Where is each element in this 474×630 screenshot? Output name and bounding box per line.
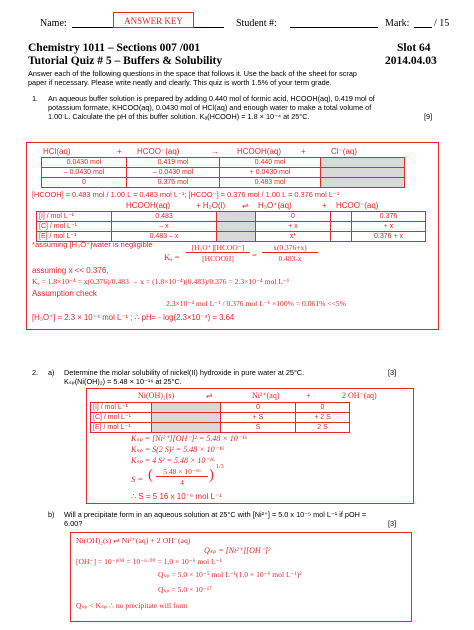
q2b-eq3: [OH⁻] = 10⁻ᵖᴼᴴ = 10⁻⁶·⁰⁰ = 1.0 × 10⁻⁶ mol L⁻¹ <box>76 557 222 566</box>
q1-t2-h4: + <box>322 201 327 210</box>
q2-t-r0-c3: 0 <box>296 403 350 413</box>
q2b-eq5: Qₛₚ = 5.0 × 10⁻¹⁷ <box>158 585 212 594</box>
q2a-eq4-exponent: 1/3 <box>216 464 224 470</box>
q1-t2-r0-c5: 0.376 <box>352 212 426 222</box>
q1-t2-r2-c5: 0.376 + x <box>352 232 426 242</box>
q1-t1-r1-c0: – 0.0430 mol <box>42 168 127 178</box>
slot-label: Slot 64 <box>397 42 431 54</box>
q2-t-r0-c2: 0 <box>221 403 296 413</box>
table-row <box>37 212 426 222</box>
q2-t-r2-c1 <box>152 423 221 433</box>
q2-t-r1-c1 <box>152 413 221 423</box>
q2b-eq4: Qₛₚ = 5.0 × 10⁻⁵ mol L⁻¹(1.0 × 10⁻⁶ mol L⁻¹)² <box>158 570 302 579</box>
q1-t1-r2-c3 <box>321 178 405 188</box>
q2-t-r2-c3: 2 S <box>296 423 350 433</box>
q2b-eq6: Qₛₚ < Kₛₚ ∴ no precipitate will form <box>76 601 188 610</box>
q1-t2-r0-c3: 0 <box>256 212 331 222</box>
q2-t-h0: Ni(OH)₂(s) <box>138 391 175 400</box>
q2-t-r0-c1 <box>152 403 221 413</box>
q2a-eq4-paren-open: ( <box>148 467 153 483</box>
q2a-label: a) <box>48 368 55 377</box>
q2-t-h2: Ni²⁺(aq) <box>252 391 280 400</box>
q1-ka-equals: = <box>252 250 257 260</box>
q2-t-r1-c3: + 2 S <box>296 413 350 423</box>
q1-t1-r1-c2: + 0.0430 mol <box>220 168 321 178</box>
q1-t2-r1-c2 <box>217 222 256 232</box>
q1-line-3: 1.00 L. Calculate the pH of this buffer solution. Kₐ(HCOOH) = 1.8 × 10⁻⁴ at 25°C. <box>48 112 310 121</box>
q2a-text: Determine the molar solubility of nickel(II) hydroxide in pure water at 25°C. <box>64 368 305 377</box>
table-row <box>91 413 350 423</box>
q1-t2-h5: HCOO⁻(aq) <box>336 201 379 210</box>
q2a-eq4-denominator: 4 <box>180 478 184 487</box>
q2b-marks: [3] <box>388 519 397 528</box>
q1-table2 <box>36 211 426 242</box>
q2a-eq1: Kₛₚ = [Ni²⁺][OH⁻]² = 5.48 × 10⁻¹⁶ <box>131 434 248 443</box>
q2b-eq1: Ni(OH)₂(s) ⇌ Ni²⁺(aq) + 2 OH⁻(aq) <box>76 536 191 545</box>
q1-concentration-line: [HCOOH] = 0.483 mol / 1.00 L = 0.483 mol L⁻¹; [HCOO⁻] = 0.376 mol / 1.00 L = 0.376 mol L⁻¹ <box>32 190 340 199</box>
q1-t1-h4: HCOOH(aq) <box>237 147 282 156</box>
q2a-marks: [3] <box>388 368 397 377</box>
q2b-label: b) <box>48 510 55 519</box>
q1-table1 <box>41 157 405 188</box>
q2-t-r1-c2: + S <box>221 413 296 423</box>
course-title: Chemistry 1011 – Sections 007 /001 <box>28 42 201 54</box>
q2a-table <box>90 402 350 433</box>
q1-t2-r2-c1: 0.483 – x <box>112 232 217 242</box>
q2-t-r1-c0: [C] / mol L⁻¹ <box>91 413 152 423</box>
q1-water-assumption: *assuming [H₃O⁺]water is negligible <box>32 240 153 249</box>
q1-t1-h2: HCOO⁻(aq) <box>137 147 180 156</box>
q1-t1-r0-c3 <box>321 158 405 168</box>
q2b-text-2: 6.00? <box>64 519 83 528</box>
q2a-ksp: Kₛₚ(Ni(OH)₂) = 5.48 × 10⁻¹⁶ at 25°C. <box>64 377 182 386</box>
q1-t1-r0-c1: 0.419 mol <box>127 158 220 168</box>
q1-t2-r2-c2 <box>217 232 256 242</box>
q1-t1-h6: Cl⁻(aq) <box>331 147 358 156</box>
table-row <box>42 178 405 188</box>
q1-t2-r0-c2 <box>217 212 256 222</box>
q1-t1-r0-c2: 0.440 mol <box>220 158 321 168</box>
q2b-eq2: Qₛₚ = [Ni²⁺][OH⁻]² <box>204 546 271 555</box>
q1-t2-r1-c5: + x <box>352 222 426 232</box>
q1-t2-r2-c3: x* <box>256 232 331 242</box>
q1-t2-h0: HCOOH(aq) <box>126 201 171 210</box>
q1-t1-r2-c2: 0.483 mol <box>220 178 321 188</box>
q1-t2-r1-c1: – x <box>112 222 217 232</box>
q2-t-h1: ⇌ <box>206 391 213 400</box>
q1-t1-h1: + <box>117 147 122 156</box>
q1-line-1: An aqueous buffer solution is prepared by adding 0.440 mol of formic acid, HCOOH(aq), 0.419 mol of <box>48 94 375 103</box>
mark-label: Mark: <box>385 18 410 29</box>
q1-ka-denominator: [HCOOH] <box>202 254 234 263</box>
q1-t1-r1-c1: – 0.0430 mol <box>127 168 220 178</box>
q1-t2-r1-c0: [C] / mol L⁻¹ <box>37 222 112 232</box>
q1-assume-x: assuming x << 0.376, <box>32 266 109 275</box>
intro-line-2: paper if necessary. Please write neatly and clearly. This quiz is worth 1.5% of your term grade. <box>28 78 332 87</box>
q1-t1-r0-c0: 0.0430 mol <box>42 158 127 168</box>
name-label: Name: <box>40 18 67 29</box>
q1-t1-h0: HCl(aq) <box>43 147 71 156</box>
q1-t1-r1-c3 <box>321 168 405 178</box>
q1-t2-h1: + H₂O(l) <box>196 201 226 210</box>
name-underline-tail <box>194 19 224 28</box>
q2a-eq4-left: S = <box>131 474 144 484</box>
q1-number: 1. <box>32 94 39 103</box>
q2a-eq4-numerator: 5.48 × 10⁻¹⁶ <box>156 467 208 477</box>
q1-ka-mid-numerator: x(0.376+x) <box>262 243 318 253</box>
q2-t-h4: 2 OH⁻(aq) <box>342 391 377 400</box>
q1-t1-r2-c0: 0 <box>42 178 127 188</box>
q1-assumption-check: Assumption check <box>32 289 97 298</box>
q2b-text-1: Will a precipitate form in an aqueous solution at 25°C with [Ni²⁺] = 5.0 x 10⁻⁵ mol L⁻¹ if pOH = <box>64 510 367 519</box>
q2-t-r2-c2: S <box>221 423 296 433</box>
student-label: Student #: <box>236 18 277 29</box>
q1-t2-r0-c4 <box>331 212 352 222</box>
q2a-eq4-paren-close: ) <box>209 467 214 483</box>
table-row <box>42 158 405 168</box>
quiz-date: 2014.04.03 <box>385 55 437 67</box>
q1-check-expr: 2.3×10⁻⁴ mol L⁻¹ / 0.376 mol L⁻¹ ×100% = 0.061% <<5% <box>166 299 347 308</box>
q1-ka-numerator: [H₃O⁺][HCOO⁻] <box>186 243 250 253</box>
q1-ka-approx: Kₐ = 1.8×10⁻⁴ = x(0.376)/0.483 → x = (1.8×10⁻⁴)(0.483)/0.376 = 2.3×10⁻⁴ mol L⁻¹ <box>32 277 290 286</box>
answer-key-badge: ANSWER KEY <box>113 12 194 28</box>
q2-t-r2-c0: [E] / mol L⁻¹ <box>91 423 152 433</box>
q2a-eq2: Kₛₚ = S(2 S)² = 5.48 × 10⁻¹⁶ <box>131 445 225 454</box>
q1-line-2: potassium formate, KHCOO(aq), 0.0430 mol of HCl(aq) and enough water to make a total volume of <box>48 103 372 112</box>
q1-t1-h3: → <box>211 147 219 156</box>
table-row <box>42 168 405 178</box>
quiz-title: Tutorial Quiz # 5 – Buffers & Solubility <box>28 55 223 67</box>
q1-t2-r2-c0: [E] / mol L⁻¹ <box>37 232 112 242</box>
mark-underline <box>414 19 432 28</box>
q1-t2-h2: ⇌ <box>242 201 249 210</box>
q1-final-answer: [H₃O⁺] = 2.3 × 10⁻⁴ mol L⁻¹ ; ∴ pH= - log(2.3×10⁻⁴) = 3.64 <box>32 313 235 322</box>
q1-t2-r2-c4 <box>331 232 352 242</box>
q1-ka-mid-denominator: 0.483-x <box>278 254 302 263</box>
student-underline <box>290 19 378 28</box>
q1-t1-h5: + <box>301 147 306 156</box>
q2a-eq3: Kₛₚ = 4 S³ = 5.48 × 10⁻¹⁶ <box>131 456 215 465</box>
table-row <box>37 222 426 232</box>
q1-t2-r1-c3: + x <box>256 222 331 232</box>
q2-number: 2. <box>32 368 39 377</box>
name-underline <box>72 19 114 28</box>
q1-ka-left: Kₐ = <box>164 252 180 262</box>
intro-line-1: Answer each of the following questions in the space that follows it. Use the back of the sheet for scrap <box>28 69 357 78</box>
q1-t2-r0-c1: 0.483 <box>112 212 217 222</box>
q2-t-h3: + <box>306 391 311 400</box>
table-row <box>91 423 350 433</box>
table-row <box>91 403 350 413</box>
q1-t1-r2-c1: 0.376 mol <box>127 178 220 188</box>
q1-marks: [9] <box>424 112 433 121</box>
q1-t2-h3: H₃O⁺(aq) <box>258 201 292 210</box>
mark-total: / 15 <box>434 18 450 29</box>
q1-t2-r1-c4 <box>331 222 352 232</box>
q1-t2-r0-c0: [I] / mol L⁻¹ <box>37 212 112 222</box>
q2-t-r0-c0: [I] / mol L⁻¹ <box>91 403 152 413</box>
q2a-eq5: ∴ S = 5 16 x 10⁻⁶ mol L⁻¹ <box>131 492 222 501</box>
